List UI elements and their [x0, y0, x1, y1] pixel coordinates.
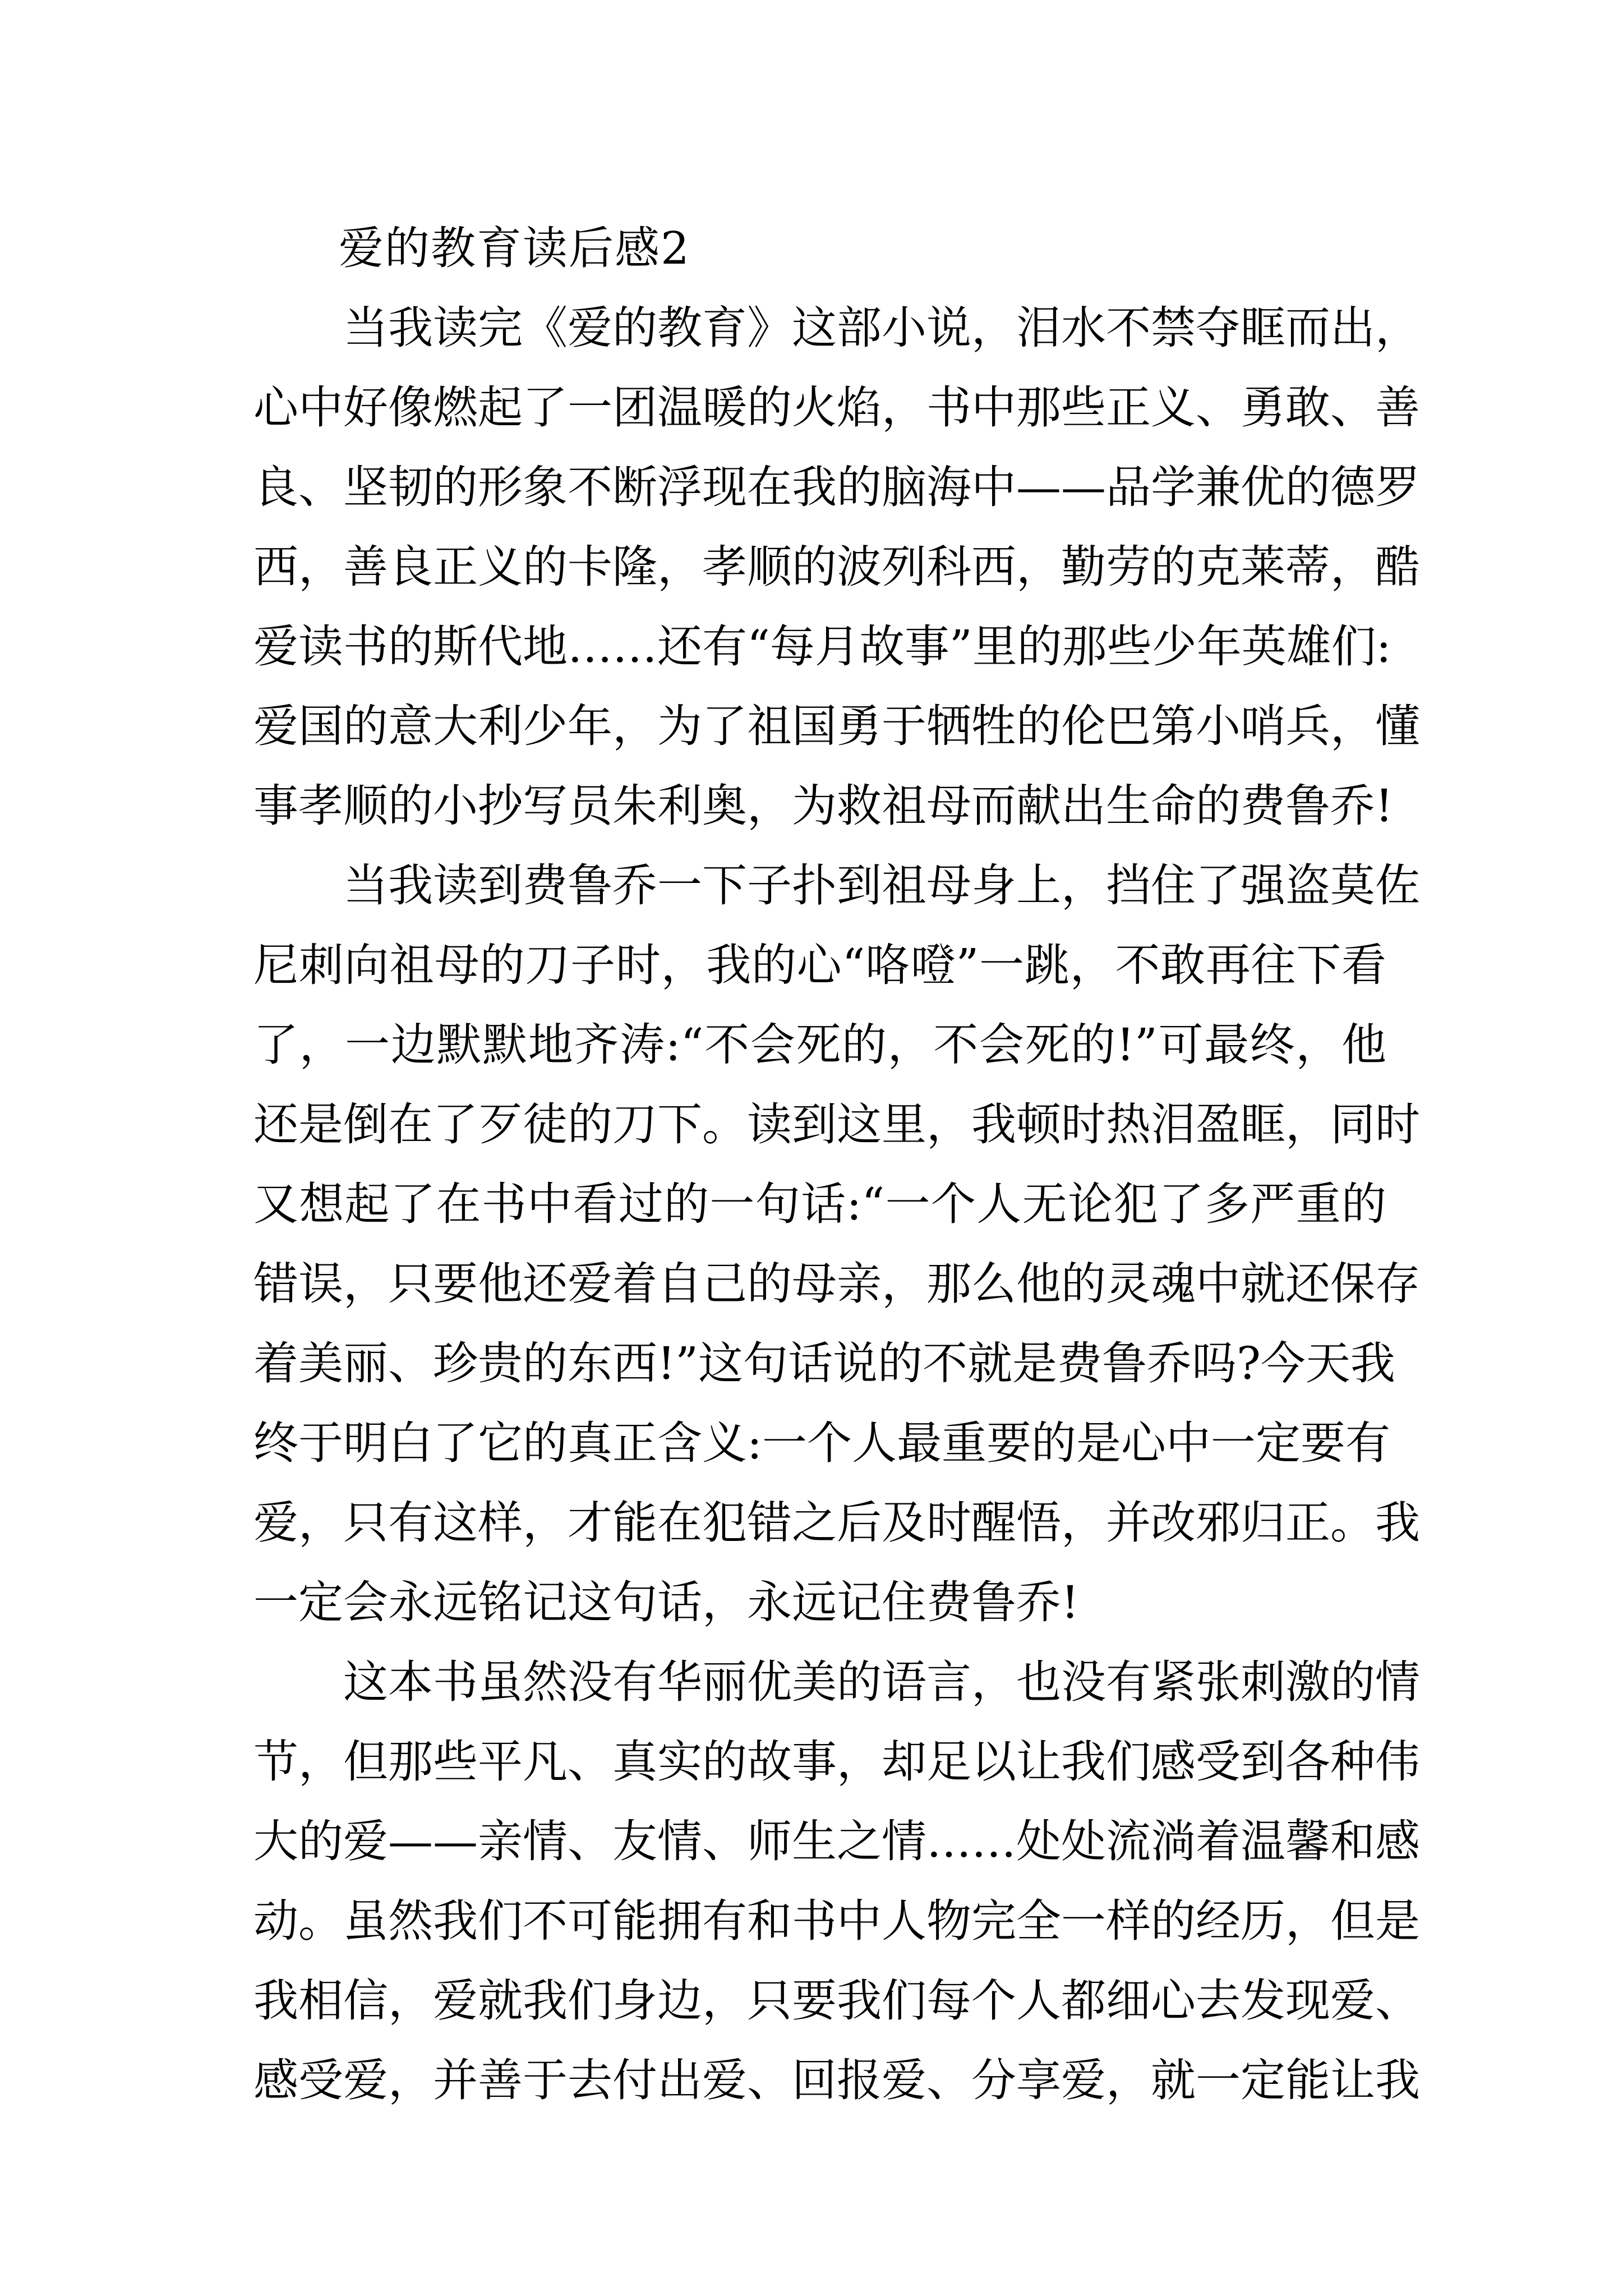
document-title: 爱的教育读后感2: [339, 222, 690, 274]
text-line: 良、坚韧的形象不断浮现在我的脑海中——品学兼优的德罗: [253, 461, 1420, 513]
text-line: 西，善良正义的卡隆，孝顺的波列科西，勤劳的克莱蒂，酷: [253, 541, 1420, 593]
text-line: 终于明白了它的真正含义:一个人最重要的是心中一定要有: [253, 1417, 1390, 1469]
text-line: 感受爱，并善于去付出爱、回报爱、分享爱，就一定能让我: [253, 2054, 1420, 2106]
text-line: 事孝顺的小抄写员朱利奥，为救祖母而献出生命的费鲁乔!: [253, 780, 1394, 832]
text-line: 爱读书的斯代地……还有“每月故事”里的那些少年英雄们:: [253, 620, 1391, 673]
text-line: 着美丽、珍贵的东西!”这句话说的不就是费鲁乔吗?今天我: [253, 1337, 1395, 1389]
text-line: 一定会永远铭记这句话，永远记住费鲁乔!: [253, 1576, 1080, 1628]
text-line: 了，一边默默地齐涛:“不会死的，不会死的!”可最终，他: [253, 1019, 1386, 1071]
paragraph-2: [253, 846, 1420, 1642]
text-line: 当我读到费鲁乔一下子扑到祖母身上，挡住了强盗莫佐: [343, 859, 1420, 912]
text-line: 爱国的意大利少年，为了祖国勇于牺牲的伦巴第小哨兵，懂: [253, 700, 1420, 752]
text-line: 爱，只有这样，才能在犯错之后及时醒悟，并改邪归正。我: [253, 1497, 1420, 1549]
text-line: 这本书虽然没有华丽优美的语言，也没有紧张刺激的情: [343, 1656, 1420, 1708]
document-body: [253, 209, 1420, 2120]
text-line: 动。虽然我们不可能拥有和书中人物完全一样的经历，但是: [253, 1895, 1420, 1947]
text-line: 我相信，爱就我们身边，只要我们每个人都细心去发现爱、: [253, 1975, 1420, 2027]
text-line: 节，但那些平凡、真实的故事，却足以让我们感受到各种伟: [253, 1736, 1420, 1788]
text-line: 大的爱——亲情、友情、师生之情……处处流淌着温馨和感: [253, 1815, 1420, 1867]
text-line: 心中好像燃起了一团温暖的火焰，书中那些正义、勇敢、善: [253, 381, 1420, 434]
paragraph-3: [253, 1642, 1420, 2120]
paragraph-1: [253, 288, 1420, 846]
text-line: 错误，只要他还爱着自己的母亲，那么他的灵魂中就还保存: [253, 1258, 1420, 1310]
text-line: 又想起了在书中看过的一句话:“一个人无论犯了多严重的: [253, 1178, 1386, 1230]
text-line: 还是倒在了歹徒的刀下。读到这里，我顿时热泪盈眶，同时: [253, 1098, 1420, 1151]
text-line: 当我读完《爱的教育》这部小说，泪水不禁夺眶而出，: [343, 302, 1420, 354]
text-line: 尼刺向祖母的刀子时，我的心“咯噔”一跳，不敢再往下看: [253, 939, 1386, 991]
